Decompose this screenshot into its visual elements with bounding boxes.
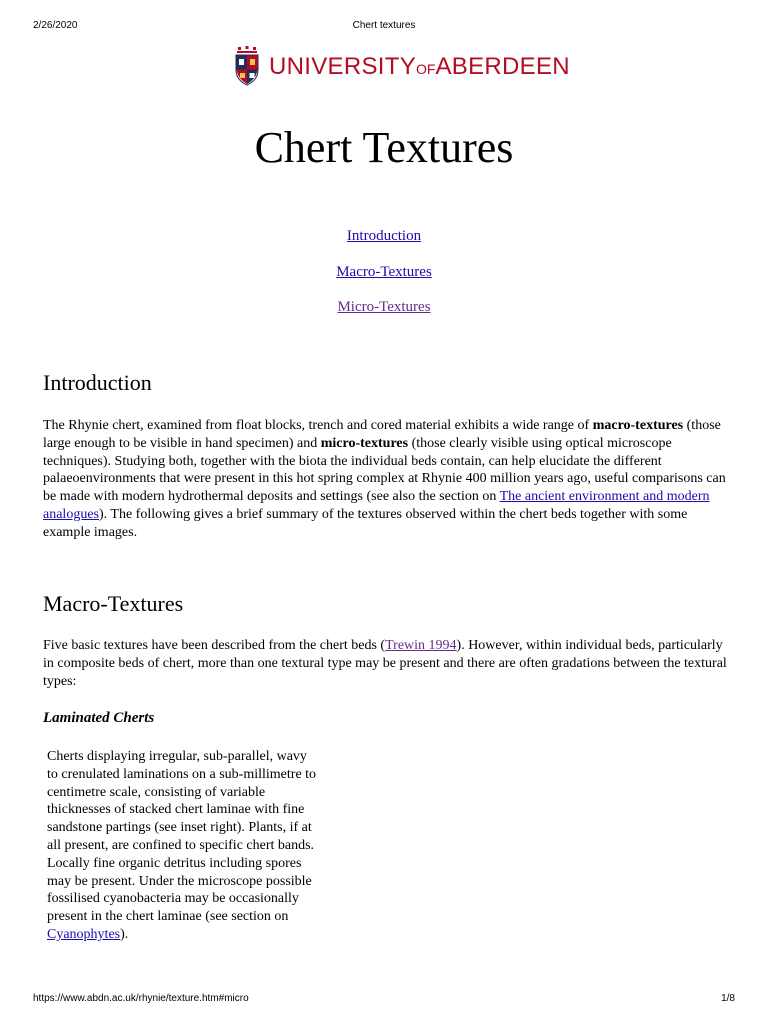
print-header (0, 20, 768, 34)
macro-textures-paragraph: Five basic textures have been described from the chert beds (Trewin 1994). However, within individual beds, particularly in composite beds of chert, more than one textural type may be present and there are often gradations between the textural types: (43, 638, 727, 689)
table-of-contents (0, 226, 768, 333)
university-logo[interactable] (234, 46, 570, 86)
introduction-heading: Introduction (43, 370, 152, 395)
print-page-title: Chert textures (352, 20, 416, 31)
page-title: Chert Textures (254, 123, 514, 172)
macro-textures-heading: Macro-Textures (43, 591, 184, 616)
trewin-1994-link[interactable]: Trewin 1994 (385, 638, 457, 653)
toc-link-macro-textures[interactable]: Macro-Textures (336, 263, 432, 280)
toc-link-micro-textures[interactable]: Micro-Textures (337, 299, 431, 315)
introduction-paragraph: The Rhynie chert, examined from float blocks, trench and cored material exhibits a wide range of macro-textures (those large enough to be visible in hand specimen) and micro-textures (those clearly visible using optical microscope techniques). Studying both, together with the biota the individual beds contain, can help elucidate the different palaeoenvironments that were present in this hot spring complex at Rhynie 400 million years ago, useful comparisons can be made with modern hydrothermal deposits and settings (see also the section on The ancient environment and modern analogues). The following gives a brief summary of the textures observed within the chert beds together with some example images. (43, 418, 726, 540)
cyanophytes-link[interactable]: Cyanophytes (47, 926, 121, 942)
ancient-environment-link[interactable]: The ancient environment and modern analogues (43, 489, 710, 522)
laminated-cherts-paragraph: Cherts displaying irregular, sub-parallel, wavy to crenulated laminations on a sub-millimetre to centimetre scale, consisting of variable thicknesses of stacked chert laminae with fine sandstone partings (see inset right). Plants, if at all present, are confined to specific chert bands. Locally fine organic detritus including spores may be present. Under the microscope possible fossilised cyanobacteria may be occasionally present in the chert laminae (see section on Cyanophytes). (47, 749, 317, 942)
laminated-cherts-heading: Laminated Cherts (43, 710, 155, 726)
print-url: https://www.abdn.ac.uk/rhynie/texture.htm#micro (33, 993, 249, 1004)
crest-icon (234, 46, 260, 86)
print-date: 2/26/2020 (33, 20, 78, 31)
print-footer (0, 993, 768, 1007)
print-page-number: 1/8 (721, 993, 735, 1004)
university-wordmark: UNIVERSITYOFABERDEEN (269, 53, 570, 80)
toc-link-introduction[interactable]: Introduction (346, 228, 422, 244)
